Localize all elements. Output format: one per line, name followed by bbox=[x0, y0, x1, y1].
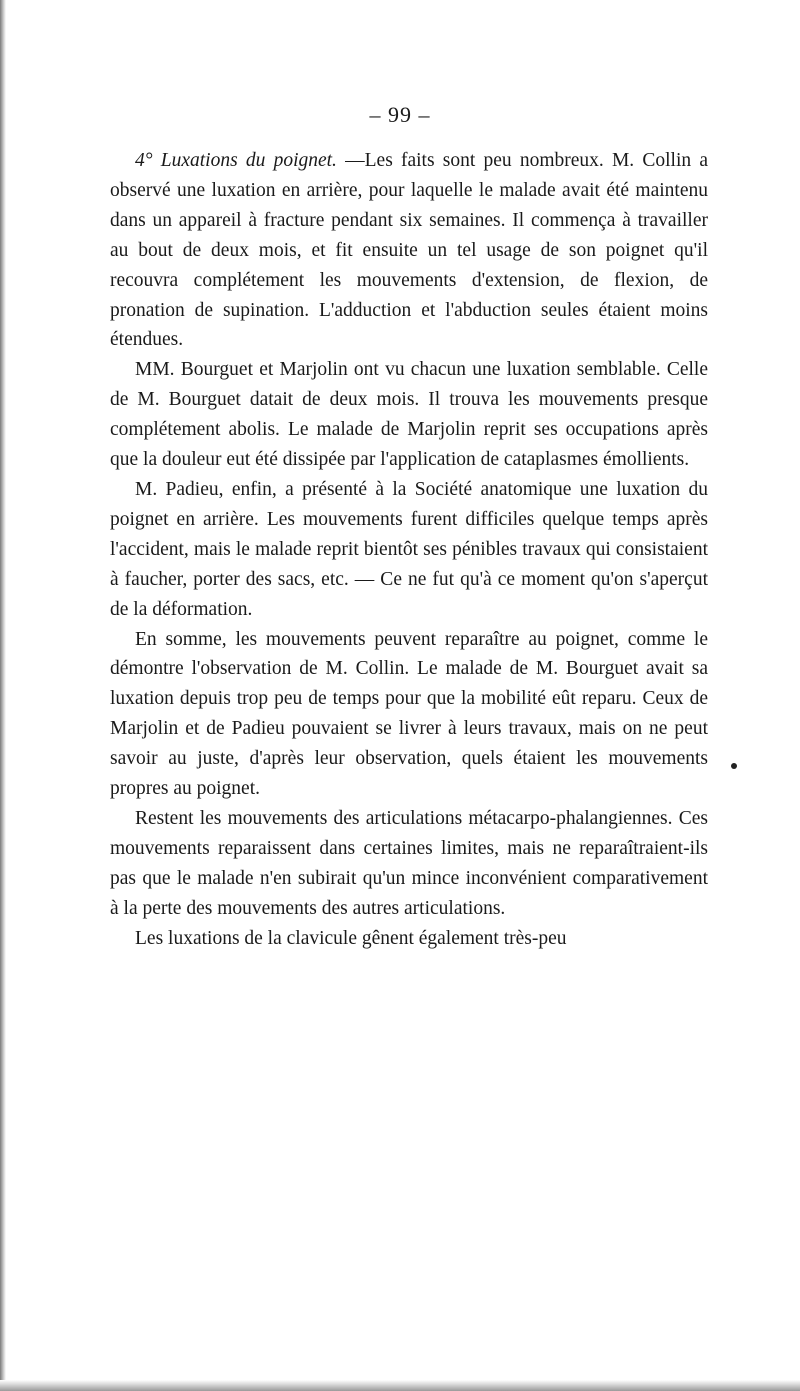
paragraph-wrist-luxations bbox=[110, 146, 708, 355]
paragraph-clavicle bbox=[110, 924, 708, 954]
section-heading: 4° Luxations du poignet. bbox=[135, 150, 337, 171]
page-bottom-edge bbox=[0, 1380, 800, 1391]
body-text bbox=[110, 146, 708, 953]
ink-speck bbox=[731, 763, 737, 769]
page-binding-edge bbox=[0, 0, 6, 1391]
paragraph-text: Restent les mouvements des articulations métacarpo-phalangiennes. Ces mouvements reparaissent dans certaines limites, mais ne reparaîtraient-ils pas que le malade n'en subirait qu'un mince inconvénient comparativement à la perte des mouvements des autres articulations. bbox=[110, 807, 708, 919]
paragraph-text: MM. Bourguet et Marjolin ont vu chacun une luxation semblable. Celle de M. Bourguet datait de deux mois. Il trouva les mouvements presque complétement abolis. Le malade de Marjolin reprit ses occupations après que la douleur eut été dissipée par l'application de cataplasmes émollients. bbox=[110, 359, 708, 471]
paragraph-summary bbox=[110, 625, 708, 804]
paragraph-text: En somme, les mouvements peuvent reparaître au poignet, comme le démontre l'observation de M. Collin. Le malade de M. Bourguet avait sa luxation depuis trop peu de temps pour que la mobilité eût reparu. Ceux de Marjolin et de Padieu pouvaient se livrer à leurs travaux, mais on ne peut savoir au juste, d'après leur observation, quels étaient les mouvements propres au poignet. bbox=[110, 628, 708, 800]
paragraph-text: Les luxations de la clavicule gênent également très-peu bbox=[135, 927, 567, 949]
paragraph-padieu bbox=[110, 475, 708, 625]
paragraph-text: —Les faits sont peu nombreux. M. Collin a observé une luxation en arrière, pour laquelle le malade avait été maintenu dans un appareil à fracture pendant six semaines. Il commença à travailler au bout de deux mois, et fit ensuite un tel usage de son poignet qu'il recouvra complétement les mouvements d'extension, de flexion, de pronation de supination. L'adduction et l'abduction seules étaient moins étendues. bbox=[110, 150, 708, 351]
page-number: – 99 – bbox=[369, 102, 431, 127]
paragraph-bourguet-marjolin bbox=[110, 355, 708, 475]
paragraph-text: M. Padieu, enfin, a présenté à la Société anatomique une luxation du poignet en arrière. Les mouvements furent difficiles quelque temps après l'accident, mais le malade reprit bientôt ses pénibles travaux qui consistaient à faucher, porter des sacs, etc. — Ce ne fut qu'à ce moment qu'on s'aperçut de la déformation. bbox=[110, 478, 708, 620]
paragraph-metacarpo bbox=[110, 804, 708, 924]
